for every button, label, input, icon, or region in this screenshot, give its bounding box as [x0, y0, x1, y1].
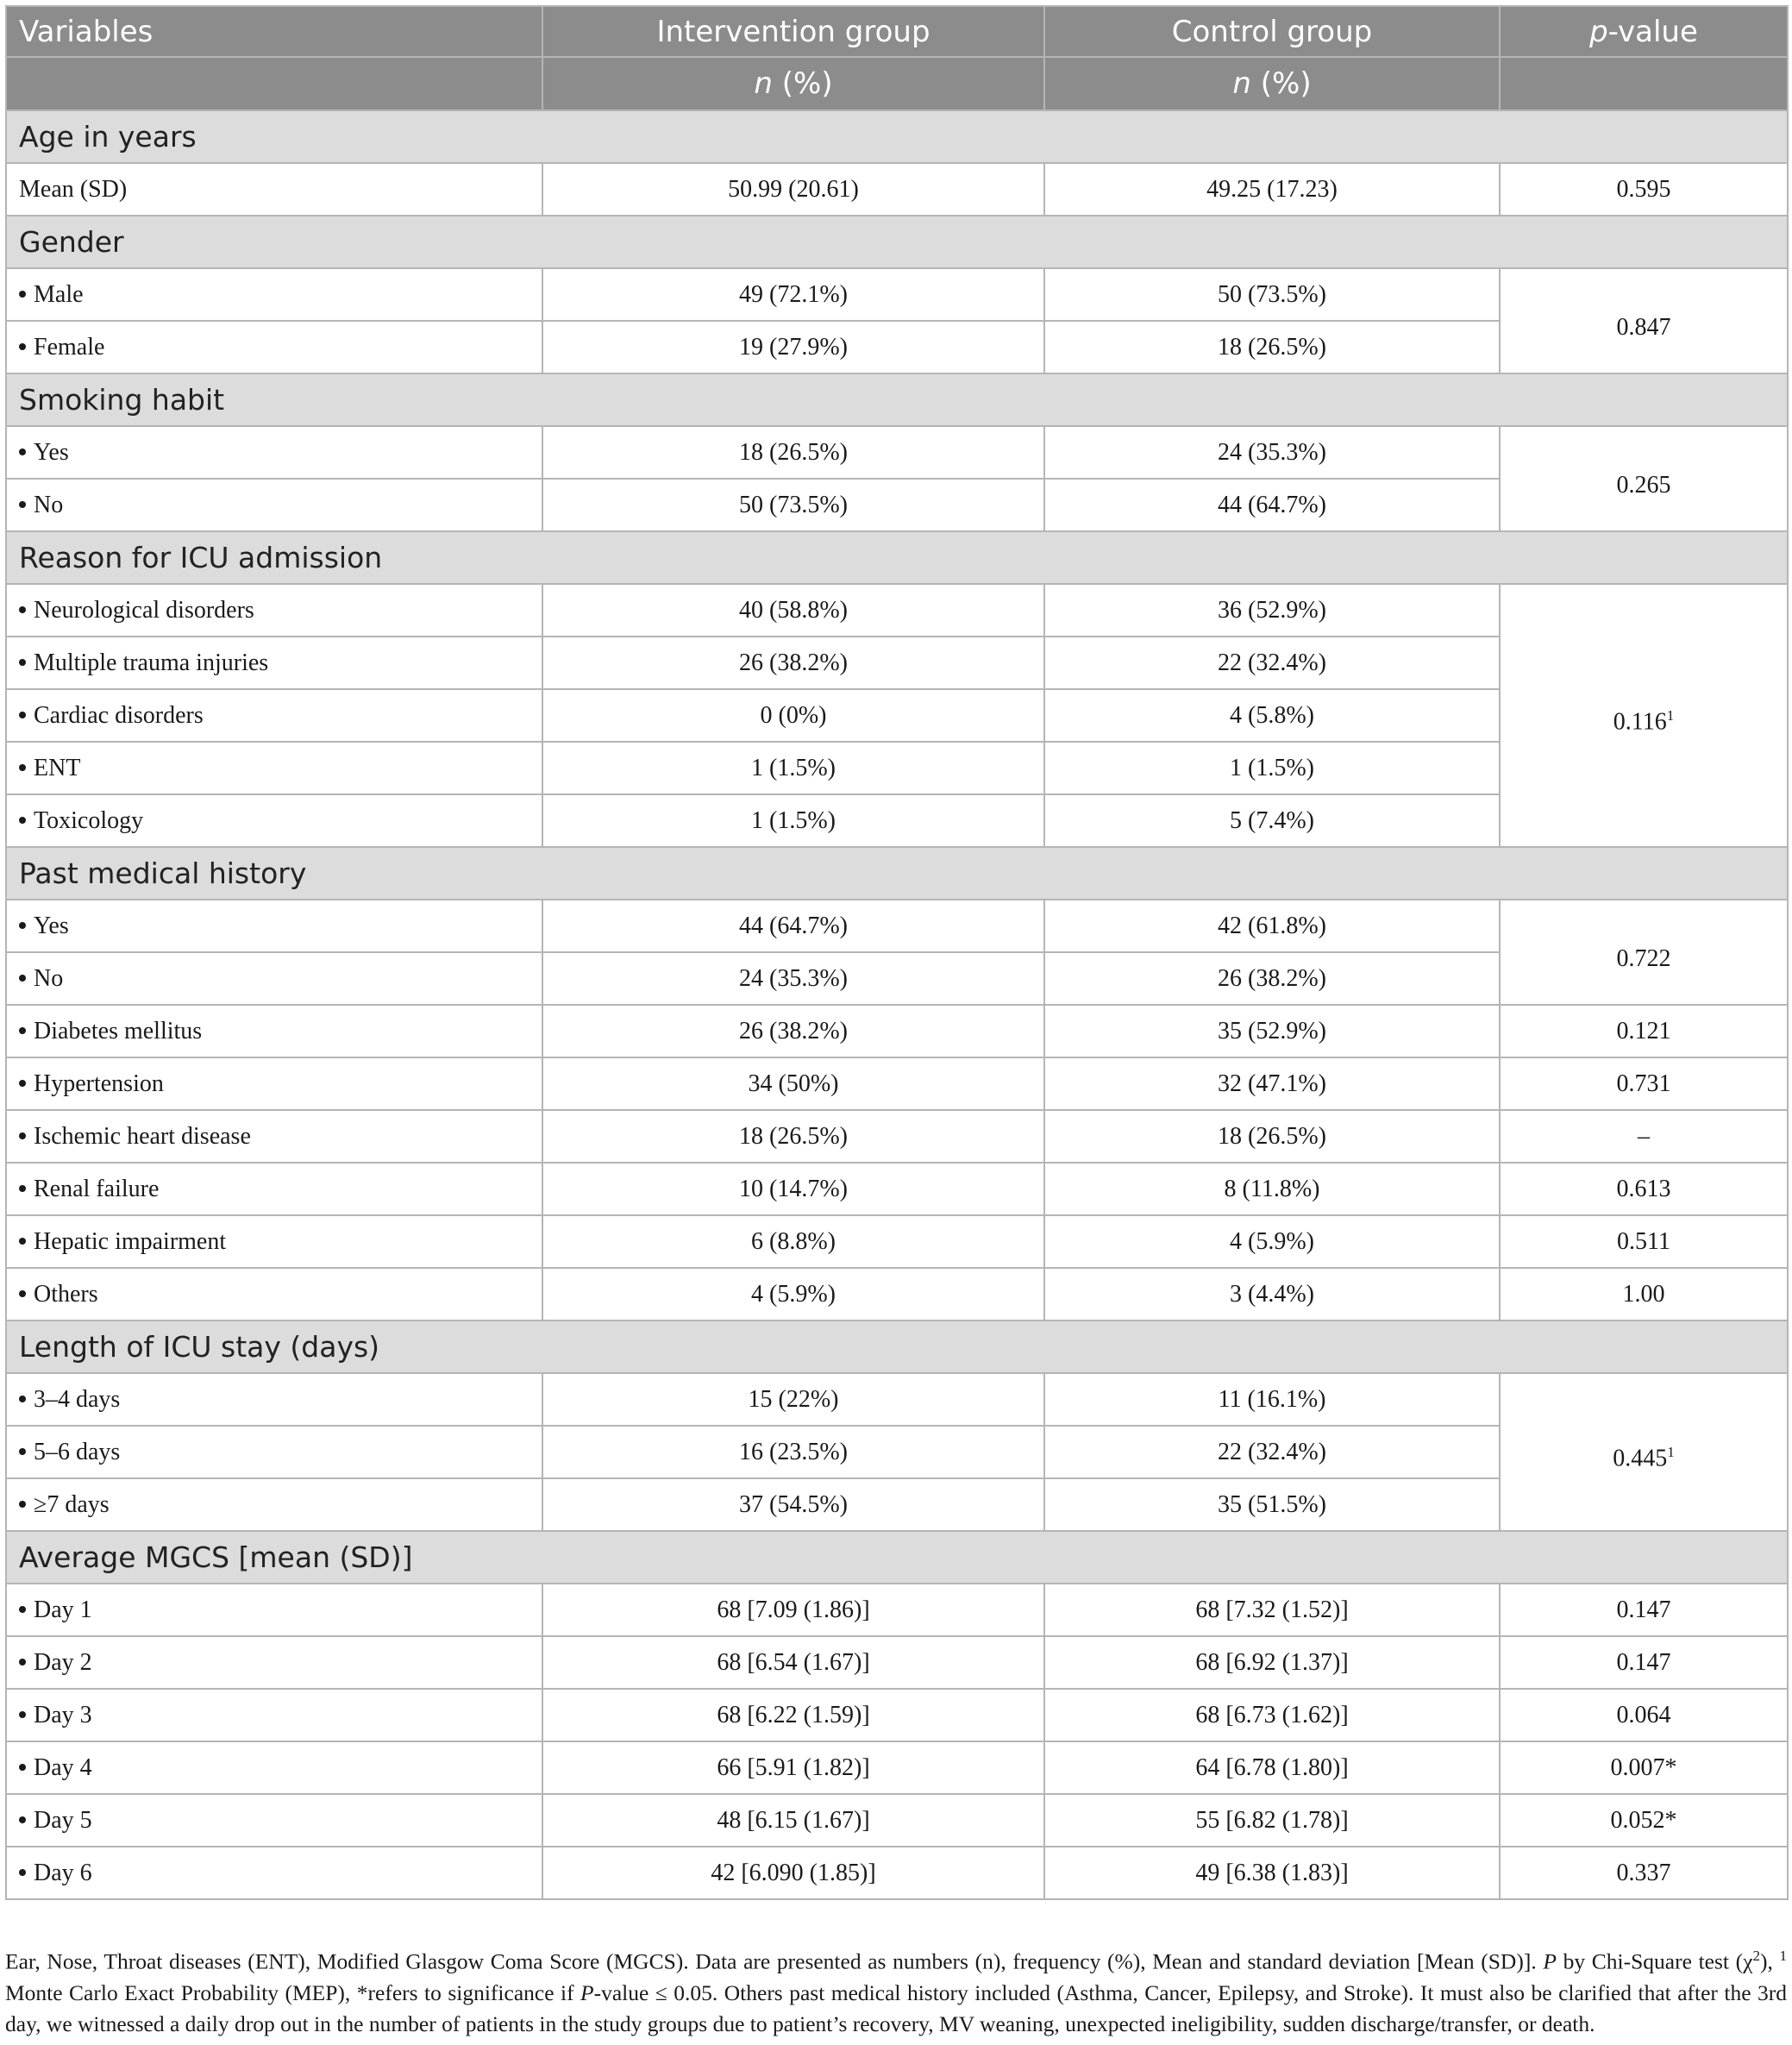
table-header — [6, 6, 1788, 110]
row-label-text: Diabetes mellitus — [34, 1017, 203, 1044]
pvalue-text: 0.337 — [1616, 1859, 1671, 1886]
header-sub-control — [1044, 57, 1500, 110]
row-label-text: Male — [34, 280, 84, 308]
control-cell: 11 (16.1%) — [1044, 1373, 1500, 1426]
row-label — [6, 1163, 542, 1215]
row-label — [6, 1689, 542, 1741]
header-sub-intervention — [542, 57, 1044, 110]
bullet-icon — [19, 291, 26, 298]
intervention-cell: 66 [5.91 (1.82)] — [542, 1741, 1044, 1794]
intervention-cell: 10 (14.7%) — [542, 1163, 1044, 1215]
pvalue-text: 0.731 — [1616, 1070, 1671, 1097]
row-label — [6, 1110, 542, 1163]
bullet-icon — [19, 1501, 26, 1508]
row-label — [6, 1268, 542, 1320]
table-row — [6, 1005, 1788, 1057]
pvalue-cell — [1500, 1741, 1788, 1794]
table-row — [6, 900, 1788, 952]
intervention-cell: 26 (38.2%) — [542, 1005, 1044, 1057]
header-variables: Variables — [6, 6, 542, 57]
intervention-cell: 19 (27.9%) — [542, 321, 1044, 373]
row-label — [6, 1057, 542, 1110]
section-title: Past medical history — [6, 847, 1788, 900]
row-label — [6, 1584, 542, 1636]
section-row — [6, 531, 1788, 584]
pvalue-cell — [1500, 1057, 1788, 1110]
pvalue-cell — [1500, 1584, 1788, 1636]
table-footnote — [5, 1941, 1787, 2040]
pvalue-cell — [1500, 584, 1788, 847]
pvalue-text: 0.052* — [1610, 1806, 1677, 1834]
row-label — [6, 321, 542, 373]
header-pvalue — [1500, 6, 1788, 57]
row-label — [6, 689, 542, 742]
section-row — [6, 1320, 1788, 1373]
table-row — [6, 1794, 1788, 1847]
pvalue-text: 0.511 — [1617, 1227, 1670, 1255]
bullet-icon — [19, 764, 26, 771]
table-row — [6, 1215, 1788, 1268]
intervention-cell: 24 (35.3%) — [542, 952, 1044, 1005]
table-row — [6, 1636, 1788, 1689]
table-row — [6, 1373, 1788, 1426]
row-label — [6, 479, 542, 531]
table-row — [6, 1057, 1788, 1110]
row-label — [6, 1373, 542, 1426]
row-label — [6, 163, 542, 216]
row-label — [6, 900, 542, 952]
row-label — [6, 426, 542, 479]
row-label — [6, 1426, 542, 1478]
bullet-icon — [19, 1238, 26, 1245]
pvalue-text: 0.595 — [1616, 175, 1671, 203]
intervention-cell: 44 (64.7%) — [542, 900, 1044, 952]
section-row — [6, 847, 1788, 900]
row-label — [6, 1478, 542, 1531]
row-label-text: Day 3 — [34, 1701, 92, 1728]
row-label-text: 3–4 days — [34, 1385, 121, 1413]
row-label-text: No — [34, 964, 64, 992]
pvalue-cell — [1500, 1110, 1788, 1163]
bullet-icon — [19, 1185, 26, 1192]
table-row — [6, 1847, 1788, 1899]
row-label-text: Day 6 — [34, 1859, 92, 1886]
control-cell: 50 (73.5%) — [1044, 268, 1500, 321]
row-label-text: ≥7 days — [34, 1490, 110, 1518]
pvalue-cell — [1500, 1794, 1788, 1847]
header-intervention: Intervention group — [542, 6, 1044, 57]
pvalue-text: 0.007* — [1610, 1753, 1677, 1781]
row-label-text: ENT — [34, 754, 81, 781]
table-container — [5, 5, 1787, 1900]
demographics-table — [5, 5, 1789, 1900]
control-cell: 26 (38.2%) — [1044, 952, 1500, 1005]
control-cell: 68 [6.92 (1.37)] — [1044, 1636, 1500, 1689]
row-label-text: Renal failure — [34, 1175, 160, 1202]
pvalue-cell — [1500, 426, 1788, 531]
header-sub-pct: (%) — [772, 66, 833, 101]
header-sub-empty — [1500, 57, 1788, 110]
table-row — [6, 584, 1788, 637]
row-label-text: Mean (SD) — [19, 175, 128, 203]
header-pvalue-p: p — [1589, 14, 1608, 49]
pvalue-cell — [1500, 163, 1788, 216]
bullet-icon — [19, 1027, 26, 1034]
bullet-icon — [19, 922, 26, 929]
pvalue-text: 0.147 — [1616, 1648, 1671, 1676]
control-cell: 18 (26.5%) — [1044, 1110, 1500, 1163]
control-cell: 22 (32.4%) — [1044, 1426, 1500, 1478]
pvalue-cell — [1500, 1163, 1788, 1215]
section-title: Age in years — [6, 110, 1788, 163]
table-body — [6, 110, 1788, 1899]
bullet-icon — [19, 1869, 26, 1876]
intervention-cell: 18 (26.5%) — [542, 1110, 1044, 1163]
row-label — [6, 1636, 542, 1689]
control-cell: 1 (1.5%) — [1044, 742, 1500, 794]
row-label-text: Multiple trauma injuries — [34, 649, 269, 676]
table-row — [6, 1689, 1788, 1741]
pvalue-cell — [1500, 1636, 1788, 1689]
table-row — [6, 1741, 1788, 1794]
row-label — [6, 1794, 542, 1847]
row-label-text: Cardiac disorders — [34, 701, 204, 729]
intervention-cell: 34 (50%) — [542, 1057, 1044, 1110]
pvalue-superscript: 1 — [1666, 707, 1675, 725]
row-label — [6, 952, 542, 1005]
footnote-text: P — [1543, 1948, 1557, 1974]
header-sub-n: n — [1232, 66, 1251, 101]
row-label-text: No — [34, 491, 64, 518]
bullet-icon — [19, 1764, 26, 1771]
row-label — [6, 1741, 542, 1794]
table-row — [6, 1268, 1788, 1320]
control-cell: 5 (7.4%) — [1044, 794, 1500, 847]
row-label-text: Day 5 — [34, 1806, 92, 1834]
control-cell: 44 (64.7%) — [1044, 479, 1500, 531]
intervention-cell: 68 [6.54 (1.67)] — [542, 1636, 1044, 1689]
control-cell: 55 [6.82 (1.78)] — [1044, 1794, 1500, 1847]
header-pvalue-rest: -value — [1607, 14, 1698, 49]
control-cell: 18 (26.5%) — [1044, 321, 1500, 373]
pvalue-cell — [1500, 1847, 1788, 1899]
bullet-icon — [19, 975, 26, 982]
pvalue-text: 0.116 — [1613, 708, 1667, 736]
control-cell: 49.25 (17.23) — [1044, 163, 1500, 216]
row-label — [6, 637, 542, 689]
pvalue-cell — [1500, 900, 1788, 1005]
control-cell: 35 (51.5%) — [1044, 1478, 1500, 1531]
intervention-cell: 1 (1.5%) — [542, 794, 1044, 847]
section-title: Reason for ICU admission — [6, 531, 1788, 584]
intervention-cell: 68 [7.09 (1.86)] — [542, 1584, 1044, 1636]
intervention-cell: 50.99 (20.61) — [542, 163, 1044, 216]
section-row — [6, 373, 1788, 426]
table-row — [6, 1110, 1788, 1163]
bullet-icon — [19, 343, 26, 350]
bullet-icon — [19, 606, 26, 613]
control-cell: 68 [6.73 (1.62)] — [1044, 1689, 1500, 1741]
footnote-text: Ear, Nose, Throat diseases (ENT), Modified Glasgow Coma Score (MGCS). Data are presented as numbers (n), frequency (%), Mean and standard deviation [Mean (SD)]. — [5, 1948, 1544, 1974]
control-cell: 42 (61.8%) — [1044, 900, 1500, 952]
control-cell: 3 (4.4%) — [1044, 1268, 1500, 1320]
section-row — [6, 1531, 1788, 1584]
bullet-icon — [19, 1396, 26, 1402]
bullet-icon — [19, 501, 26, 508]
control-cell: 49 [6.38 (1.83)] — [1044, 1847, 1500, 1899]
row-label-text: Female — [34, 333, 105, 361]
intervention-cell: 37 (54.5%) — [542, 1478, 1044, 1531]
row-label — [6, 742, 542, 794]
row-label — [6, 1847, 542, 1899]
pvalue-text: 0.847 — [1616, 313, 1671, 341]
footnote-text: Monte Carlo Exact Probability (MEP), *refers to significance if — [5, 1979, 581, 2005]
row-label — [6, 268, 542, 321]
pvalue-text: 0.121 — [1616, 1017, 1671, 1044]
pvalue-cell — [1500, 1215, 1788, 1268]
section-row — [6, 216, 1788, 268]
intervention-cell: 40 (58.8%) — [542, 584, 1044, 637]
pvalue-text: 0.265 — [1616, 471, 1671, 499]
bullet-icon — [19, 1711, 26, 1718]
row-label — [6, 1215, 542, 1268]
row-label-text: Yes — [34, 438, 69, 466]
intervention-cell: 48 [6.15 (1.67)] — [542, 1794, 1044, 1847]
control-cell: 4 (5.9%) — [1044, 1215, 1500, 1268]
pvalue-text: 0.613 — [1616, 1175, 1671, 1202]
section-row — [6, 110, 1788, 163]
bullet-icon — [19, 1606, 26, 1613]
table-row — [6, 426, 1788, 479]
section-title: Gender — [6, 216, 1788, 268]
row-label-text: Day 4 — [34, 1753, 92, 1781]
footnote-text: ), — [1759, 1948, 1780, 1974]
control-cell: 68 [7.32 (1.52)] — [1044, 1584, 1500, 1636]
bullet-icon — [19, 1659, 26, 1665]
control-cell: 35 (52.9%) — [1044, 1005, 1500, 1057]
control-cell: 32 (47.1%) — [1044, 1057, 1500, 1110]
footnote-text: P — [580, 1979, 594, 2005]
control-cell: 4 (5.8%) — [1044, 689, 1500, 742]
table-row — [6, 163, 1788, 216]
bullet-icon — [19, 712, 26, 718]
row-label-text: Hepatic impairment — [34, 1227, 227, 1255]
intervention-cell: 15 (22%) — [542, 1373, 1044, 1426]
intervention-cell: 49 (72.1%) — [542, 268, 1044, 321]
header-sub-n: n — [754, 66, 773, 101]
bullet-icon — [19, 817, 26, 824]
pvalue-text: – — [1638, 1122, 1650, 1150]
section-title: Average MGCS [mean (SD)] — [6, 1531, 1788, 1584]
row-label — [6, 1005, 542, 1057]
intervention-cell: 1 (1.5%) — [542, 742, 1044, 794]
pvalue-cell — [1500, 1268, 1788, 1320]
section-title: Length of ICU stay (days) — [6, 1320, 1788, 1373]
bullet-icon — [19, 1448, 26, 1455]
pvalue-cell — [1500, 268, 1788, 373]
header-sub-empty — [6, 57, 542, 110]
row-label — [6, 584, 542, 637]
control-cell: 64 [6.78 (1.80)] — [1044, 1741, 1500, 1794]
control-cell: 36 (52.9%) — [1044, 584, 1500, 637]
header-sub-pct: (%) — [1250, 66, 1312, 101]
intervention-cell: 42 [6.090 (1.85)] — [542, 1847, 1044, 1899]
footnote-sup: 1 — [1779, 1948, 1787, 1964]
pvalue-text: 0.064 — [1616, 1701, 1671, 1728]
control-cell: 8 (11.8%) — [1044, 1163, 1500, 1215]
row-label-text: Day 1 — [34, 1596, 92, 1623]
pvalue-text: 0.722 — [1616, 944, 1671, 972]
bullet-icon — [19, 1132, 26, 1139]
table-row — [6, 1163, 1788, 1215]
table-row — [6, 268, 1788, 321]
pvalue-superscript: 1 — [1667, 1444, 1675, 1461]
row-label-text: 5–6 days — [34, 1438, 121, 1465]
footnote-text: by Chi-Square test (χ — [1556, 1948, 1753, 1974]
row-label-text: Day 2 — [34, 1648, 92, 1676]
intervention-cell: 68 [6.22 (1.59)] — [542, 1689, 1044, 1741]
bullet-icon — [19, 1080, 26, 1087]
pvalue-cell — [1500, 1005, 1788, 1057]
section-title: Smoking habit — [6, 373, 1788, 426]
control-cell: 24 (35.3%) — [1044, 426, 1500, 479]
intervention-cell: 16 (23.5%) — [542, 1426, 1044, 1478]
footnote-text: -value ≤ 0.05. Others past medical history included (Asthma, Cancer, Epilepsy, and Stroke). It must also be clarified that after the 3rd day, we witnessed a daily drop out in the number of patients in the study groups due to patient’s recovery, MV weaning, unexpected ineligibility, sudden discharge/transfer, or death. — [5, 1979, 1787, 2036]
pvalue-cell — [1500, 1689, 1788, 1741]
intervention-cell: 18 (26.5%) — [542, 426, 1044, 479]
row-label-text: Toxicology — [34, 806, 144, 834]
row-label-text: Neurological disorders — [34, 596, 254, 624]
pvalue-text: 1.00 — [1622, 1280, 1665, 1308]
row-label-text: Hypertension — [34, 1070, 164, 1097]
intervention-cell: 4 (5.9%) — [542, 1268, 1044, 1320]
control-cell: 22 (32.4%) — [1044, 637, 1500, 689]
intervention-cell: 0 (0%) — [542, 689, 1044, 742]
table-row — [6, 1584, 1788, 1636]
intervention-cell: 6 (8.8%) — [542, 1215, 1044, 1268]
intervention-cell: 26 (38.2%) — [542, 637, 1044, 689]
row-label-text: Others — [34, 1280, 98, 1308]
pvalue-cell — [1500, 1373, 1788, 1531]
row-label-text: Yes — [34, 912, 69, 939]
header-control: Control group — [1044, 6, 1500, 57]
intervention-cell: 50 (73.5%) — [542, 479, 1044, 531]
bullet-icon — [19, 449, 26, 455]
row-label-text: Ischemic heart disease — [34, 1122, 251, 1150]
row-label — [6, 794, 542, 847]
bullet-icon — [19, 1816, 26, 1823]
bullet-icon — [19, 1290, 26, 1297]
pvalue-text: 0.445 — [1613, 1445, 1668, 1472]
footnote-sup: 2 — [1752, 1948, 1760, 1964]
bullet-icon — [19, 659, 26, 666]
pvalue-text: 0.147 — [1616, 1596, 1671, 1623]
